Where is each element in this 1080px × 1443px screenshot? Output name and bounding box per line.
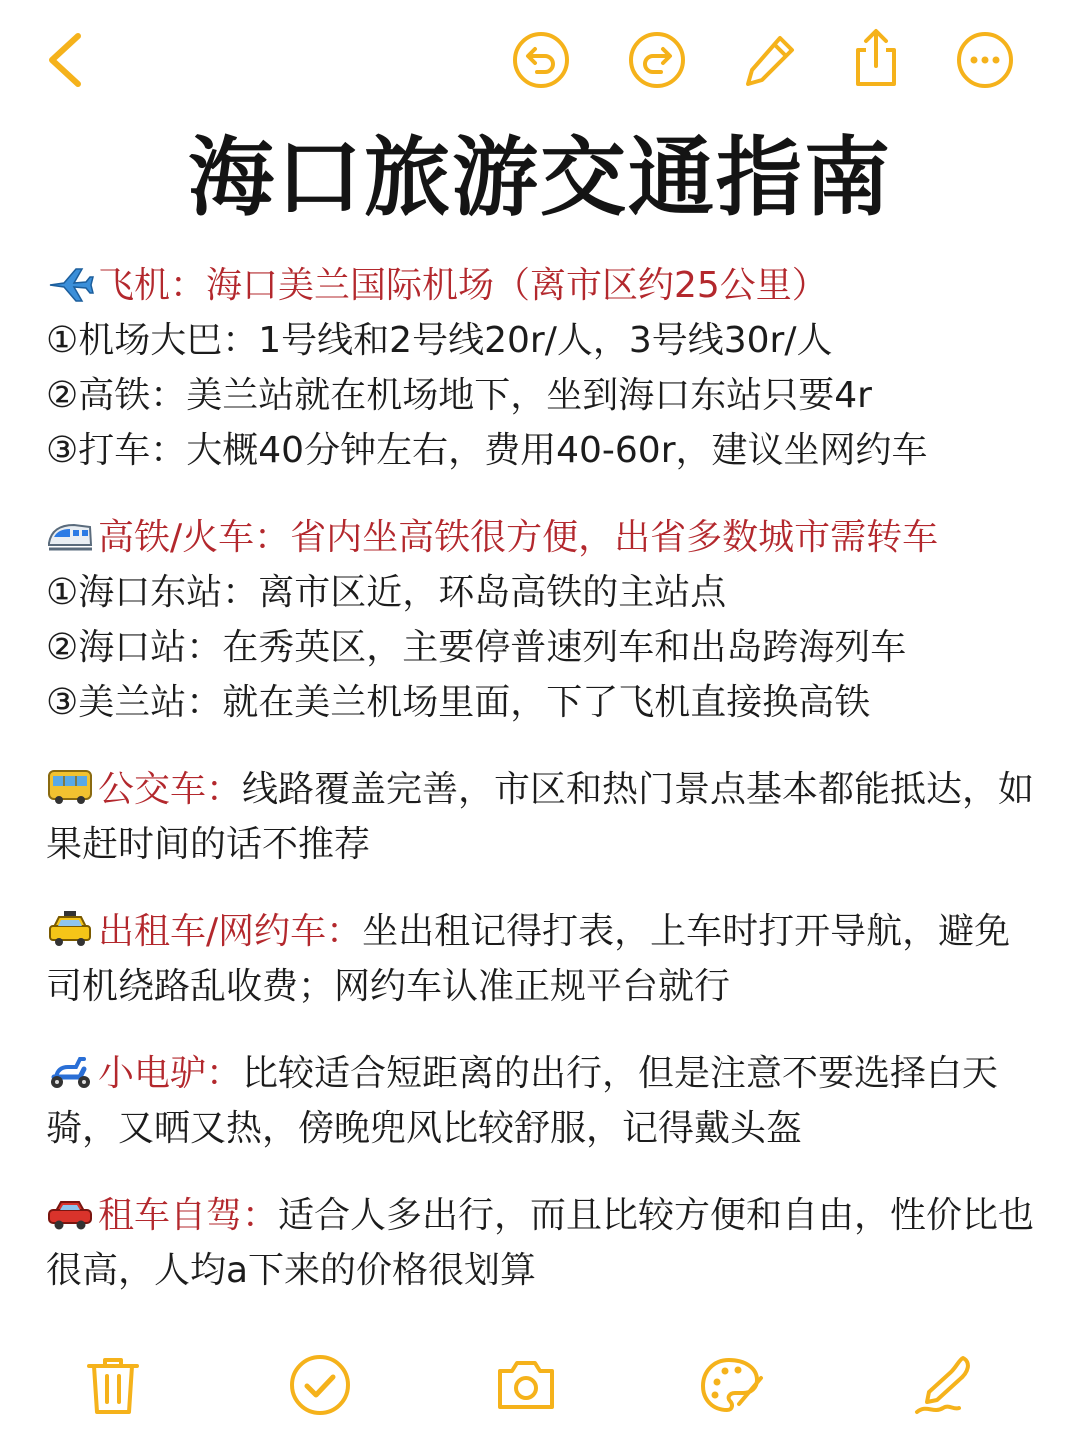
trash-icon[interactable] xyxy=(78,1350,148,1420)
list-item: ②高铁：美兰站就在机场地下，坐到海口东站只要4r xyxy=(46,375,872,416)
checklist-icon[interactable] xyxy=(285,1350,355,1420)
scooter-emoji-icon xyxy=(46,1051,96,1091)
note-title: 海口旅游交通指南 xyxy=(188,128,892,228)
bottom-toolbar xyxy=(0,1344,1080,1434)
car-emoji-icon xyxy=(46,1193,96,1233)
section-heading xyxy=(46,258,1046,313)
list-item: ③美兰站：就在美兰机场里面，下了飞机直接换高铁 xyxy=(46,682,871,723)
more-icon[interactable] xyxy=(953,28,1017,92)
section-paragraph xyxy=(46,762,1046,872)
section-heading-text: 飞机：海口美兰国际机场（离市区约25公里） xyxy=(98,265,828,306)
section-scooter xyxy=(46,1046,1046,1156)
taxi-emoji-icon xyxy=(46,909,96,949)
palette-icon[interactable] xyxy=(697,1350,767,1420)
section-paragraph xyxy=(46,904,1046,1014)
section-heading-text: 高铁/火车：省内坐高铁很方便，出省多数城市需转车 xyxy=(98,517,939,558)
pencil-icon[interactable] xyxy=(738,28,802,92)
undo-icon[interactable] xyxy=(509,28,573,92)
camera-icon[interactable] xyxy=(491,1350,561,1420)
note-body xyxy=(46,258,1046,1330)
section-heading-text: 小电驴： xyxy=(98,1053,243,1094)
handwriting-icon[interactable] xyxy=(910,1350,980,1420)
redo-icon[interactable] xyxy=(625,28,689,92)
section-body-text: 比较适合短距离的出行，但是注意不要选择白天骑，又晒又热，傍晚兜风比较舒服，记得戴头盔 xyxy=(46,1053,999,1149)
list-item: ①海口东站：离市区近，环岛高铁的主站点 xyxy=(46,572,727,613)
section-bus xyxy=(46,762,1046,872)
list-item: ②海口站：在秀英区，主要停普速列车和出岛跨海列车 xyxy=(46,627,907,668)
section-heading-text: 出租车/网约车： xyxy=(98,911,363,952)
bus-emoji-icon xyxy=(46,767,96,807)
list-item: ③打车：大概40分钟左右，费用40-60r，建议坐网约车 xyxy=(46,430,928,471)
section-body-text: 坐出租记得打表，上车时打开导航，避免司机绕路乱收费；网约车认准正规平台就行 xyxy=(46,911,1011,1007)
train-emoji-icon xyxy=(46,515,96,555)
section-paragraph xyxy=(46,1188,1046,1298)
top-toolbar xyxy=(0,0,1080,120)
section-heading xyxy=(46,510,1046,565)
section-body-text: 适合人多出行，而且比较方便和自由，性价比也很高，人均a下来的价格很划算 xyxy=(46,1195,1035,1291)
section-heading-text: 租车自驾： xyxy=(98,1195,279,1236)
airplane-emoji-icon xyxy=(46,263,96,303)
section-body-text: 线路覆盖完善，市区和热门景点基本都能抵达，如果赶时间的话不推荐 xyxy=(46,769,1035,865)
back-chevron-icon[interactable] xyxy=(32,28,96,92)
section-train xyxy=(46,510,1046,730)
section-heading-text: 公交车： xyxy=(98,769,243,810)
share-icon[interactable] xyxy=(844,26,908,90)
section-airplane xyxy=(46,258,1046,478)
list-item: ①机场大巴：1号线和2号线20r/人，3号线30r/人 xyxy=(46,320,833,361)
section-car xyxy=(46,1188,1046,1298)
section-paragraph xyxy=(46,1046,1046,1156)
section-taxi xyxy=(46,904,1046,1014)
